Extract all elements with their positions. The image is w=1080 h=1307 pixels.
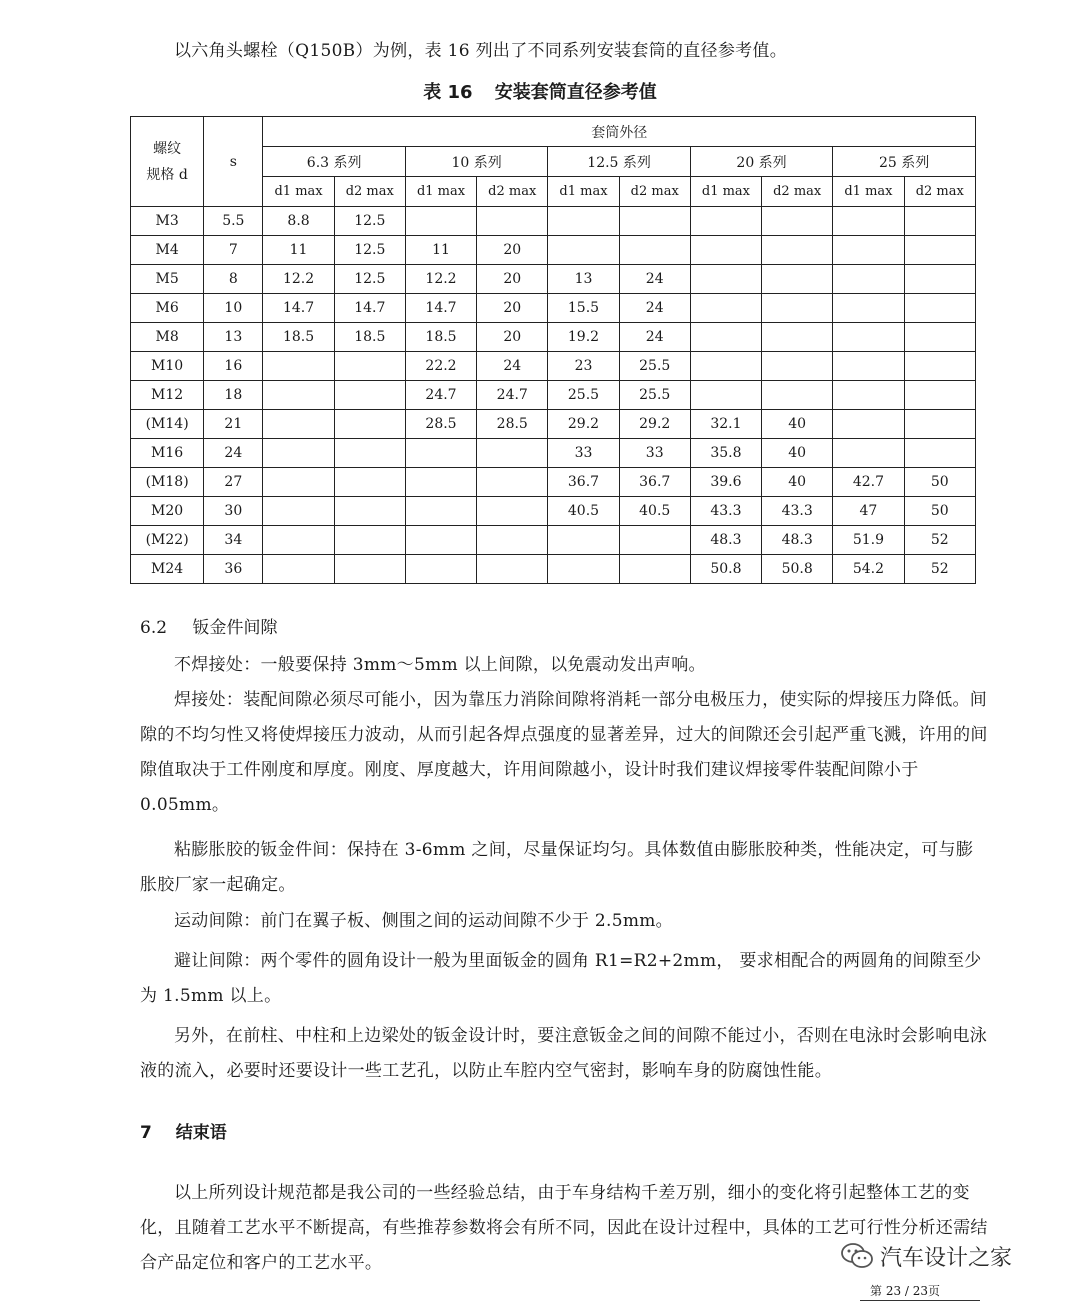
cell-value: 25.5	[619, 352, 690, 381]
cell-thread-size: (M14)	[131, 410, 204, 439]
cell-value	[690, 381, 761, 410]
cell-value	[405, 526, 476, 555]
paragraph-motion-gap: 运动间隙：前门在翼子板、侧围之间的运动间隙不少于 2.5mm。	[174, 911, 673, 931]
header-d1-max: d1 max	[690, 177, 761, 207]
cell-s: 8	[204, 265, 263, 294]
cell-value	[762, 352, 833, 381]
cell-value	[477, 555, 548, 584]
header-d2-max: d2 max	[904, 177, 975, 207]
cell-value	[904, 439, 975, 468]
cell-value: 11	[263, 236, 334, 265]
cell-value: 54.2	[833, 555, 904, 584]
cell-value	[477, 526, 548, 555]
cell-value: 12.2	[263, 265, 334, 294]
table-row	[131, 526, 976, 555]
cell-s: 27	[204, 468, 263, 497]
cell-value	[690, 265, 761, 294]
cell-value: 32.1	[690, 410, 761, 439]
cell-s: 7	[204, 236, 263, 265]
header-series-6-3: 6.3 系列	[263, 147, 405, 177]
header-s: s	[204, 117, 263, 207]
cell-value	[405, 439, 476, 468]
cell-value	[833, 381, 904, 410]
cell-thread-size: M6	[131, 294, 204, 323]
cell-value	[690, 236, 761, 265]
table-row	[131, 352, 976, 381]
paragraph-closing: 以上所列设计规范都是我公司的一些经验总结，由于车身结构千差万别，细小的变化将引起整体工艺的变化，且随着工艺水平不断提高，有些推荐参数将会有所不同，因此在设计过程中，具体的工艺可行性分析还需结合产品定位和客户的工艺水平。	[140, 1183, 988, 1273]
table-caption-title: 安装套筒直径参考值	[494, 82, 657, 103]
cell-value: 36.7	[548, 468, 619, 497]
cell-value	[904, 236, 975, 265]
table-row	[131, 468, 976, 497]
header-d1-max: d1 max	[405, 177, 476, 207]
header-series-10: 10 系列	[405, 147, 547, 177]
paragraph-pillars: 另外，在前柱、中柱和上边梁处的钣金设计时，要注意钣金之间的间隙不能过小，否则在电泳时会影响电泳液的流入，必要时还要设计一些工艺孔，以防止车腔内空气密封，影响车身的防腐蚀性能。	[140, 1026, 988, 1081]
cell-value: 40	[762, 410, 833, 439]
cell-value	[263, 497, 334, 526]
cell-value	[334, 439, 405, 468]
section-title: 钣金件间隙	[192, 618, 278, 638]
paragraph-weld: 焊接处：装配间隙必须尽可能小，因为靠压力消除间隙将消耗一部分电极压力，使实际的焊接压力降低。间隙的不均匀性又将使焊接压力波动，从而引起各焊点强度的显著差异，过大的间隙还会引起严重飞溅，许用的间隙值取决于工件刚度和厚度。刚度、厚度越大，许用间隙越小，设计时我们建议焊接零件装配间隙小于 0.05mm。	[140, 690, 988, 815]
cell-value	[263, 439, 334, 468]
cell-value	[405, 555, 476, 584]
cell-value: 48.3	[762, 526, 833, 555]
cell-value: 36.7	[619, 468, 690, 497]
cell-value	[762, 236, 833, 265]
header-d2-max: d2 max	[762, 177, 833, 207]
section-7-heading	[140, 1121, 227, 1145]
table-row	[131, 294, 976, 323]
socket-diameter-table	[130, 116, 976, 584]
intro-paragraph: 以六角头螺栓（Q150B）为例，表 16 列出了不同系列安装套筒的直径参考值。	[174, 41, 788, 61]
header-d2-max: d2 max	[334, 177, 405, 207]
cell-value	[334, 497, 405, 526]
cell-value	[548, 526, 619, 555]
cell-value	[833, 265, 904, 294]
watermark-text: 汽车设计之家	[880, 1245, 1013, 1271]
cell-thread-size: M16	[131, 439, 204, 468]
cell-value: 43.3	[690, 497, 761, 526]
cell-s: 10	[204, 294, 263, 323]
cell-value: 40	[762, 439, 833, 468]
table-row	[131, 497, 976, 526]
table-row	[131, 323, 976, 352]
cell-value	[833, 294, 904, 323]
header-d1-max: d1 max	[833, 177, 904, 207]
header-series-12-5: 12.5 系列	[548, 147, 690, 177]
cell-value: 29.2	[619, 410, 690, 439]
cell-value: 50.8	[762, 555, 833, 584]
cell-value	[405, 207, 476, 236]
cell-s: 5.5	[204, 207, 263, 236]
cell-value	[263, 381, 334, 410]
cell-thread-size: M8	[131, 323, 204, 352]
cell-value	[904, 294, 975, 323]
cell-value	[762, 207, 833, 236]
cell-value: 33	[619, 439, 690, 468]
cell-value	[833, 439, 904, 468]
cell-value	[334, 381, 405, 410]
cell-value	[263, 468, 334, 497]
table-row	[131, 410, 976, 439]
cell-value	[619, 555, 690, 584]
cell-value: 22.2	[405, 352, 476, 381]
header-thread-size	[131, 117, 204, 207]
cell-value	[762, 294, 833, 323]
cell-value	[904, 323, 975, 352]
cell-s: 36	[204, 555, 263, 584]
cell-s: 34	[204, 526, 263, 555]
cell-s: 30	[204, 497, 263, 526]
cell-value	[619, 207, 690, 236]
header-d2-max: d2 max	[619, 177, 690, 207]
cell-value: 20	[477, 294, 548, 323]
header-row-1	[131, 117, 976, 147]
cell-s: 21	[204, 410, 263, 439]
cell-value: 50.8	[690, 555, 761, 584]
cell-value	[263, 555, 334, 584]
cell-value: 52	[904, 555, 975, 584]
cell-value: 47	[833, 497, 904, 526]
cell-value: 18.5	[263, 323, 334, 352]
cell-value	[833, 207, 904, 236]
cell-value: 51.9	[833, 526, 904, 555]
cell-value	[833, 323, 904, 352]
cell-thread-size: (M22)	[131, 526, 204, 555]
cell-value	[334, 526, 405, 555]
wechat-icon	[840, 1241, 874, 1271]
cell-s: 16	[204, 352, 263, 381]
cell-value	[334, 352, 405, 381]
cell-value: 14.7	[263, 294, 334, 323]
cell-value	[548, 555, 619, 584]
cell-value	[334, 468, 405, 497]
table-caption	[0, 78, 1080, 104]
section-title: 结束语	[175, 1123, 227, 1143]
cell-s: 24	[204, 439, 263, 468]
cell-value: 12.2	[405, 265, 476, 294]
cell-value: 40.5	[619, 497, 690, 526]
cell-value	[405, 497, 476, 526]
cell-value: 24.7	[405, 381, 476, 410]
cell-value: 24.7	[477, 381, 548, 410]
cell-value: 24	[619, 294, 690, 323]
cell-thread-size: M10	[131, 352, 204, 381]
cell-value	[548, 207, 619, 236]
cell-value	[762, 381, 833, 410]
cell-value	[690, 352, 761, 381]
cell-value: 12.5	[334, 265, 405, 294]
section-number: 6.2	[140, 618, 168, 638]
cell-value: 43.3	[762, 497, 833, 526]
cell-value	[263, 410, 334, 439]
header-d1-max: d1 max	[263, 177, 334, 207]
table-row	[131, 555, 976, 584]
table-row	[131, 265, 976, 294]
cell-value	[477, 497, 548, 526]
cell-value	[690, 323, 761, 352]
table-row	[131, 381, 976, 410]
cell-value	[263, 352, 334, 381]
section-number: 7	[140, 1123, 152, 1143]
cell-value	[904, 381, 975, 410]
cell-value	[405, 468, 476, 497]
cell-thread-size: M4	[131, 236, 204, 265]
cell-value: 24	[619, 323, 690, 352]
cell-thread-size: M12	[131, 381, 204, 410]
cell-value	[904, 207, 975, 236]
cell-value: 18.5	[334, 323, 405, 352]
cell-value: 20	[477, 323, 548, 352]
cell-value: 39.6	[690, 468, 761, 497]
cell-value	[762, 323, 833, 352]
cell-value: 33	[548, 439, 619, 468]
cell-value: 19.2	[548, 323, 619, 352]
cell-value: 50	[904, 468, 975, 497]
cell-value	[690, 207, 761, 236]
section-6-2-heading	[140, 616, 277, 640]
header-series-20: 20 系列	[690, 147, 832, 177]
cell-value	[690, 294, 761, 323]
table-row	[131, 236, 976, 265]
cell-value: 14.7	[334, 294, 405, 323]
cell-value: 42.7	[833, 468, 904, 497]
cell-value	[904, 352, 975, 381]
cell-value: 29.2	[548, 410, 619, 439]
cell-value: 20	[477, 236, 548, 265]
cell-value: 11	[405, 236, 476, 265]
header-thread-line1: 螺纹	[153, 140, 182, 157]
cell-value	[619, 236, 690, 265]
cell-value: 12.5	[334, 207, 405, 236]
cell-value	[334, 410, 405, 439]
cell-s: 18	[204, 381, 263, 410]
watermark	[836, 1238, 1016, 1274]
cell-value: 35.8	[690, 439, 761, 468]
cell-value	[477, 468, 548, 497]
table-row	[131, 207, 976, 236]
header-thread-line2: 规格 d	[146, 166, 188, 183]
cell-value: 52	[904, 526, 975, 555]
cell-value: 12.5	[334, 236, 405, 265]
paragraph-avoid-gap: 避让间隙：两个零件的圆角设计一般为里面钣金的圆角 R1=R2+2mm， 要求相配合的两圆角的间隙至少为 1.5mm 以上。	[140, 951, 982, 1006]
cell-value: 23	[548, 352, 619, 381]
cell-thread-size: (M18)	[131, 468, 204, 497]
cell-value: 14.7	[405, 294, 476, 323]
cell-value: 28.5	[477, 410, 548, 439]
table-row	[131, 439, 976, 468]
cell-value: 24	[619, 265, 690, 294]
cell-value	[904, 410, 975, 439]
cell-value	[833, 352, 904, 381]
cell-value	[477, 207, 548, 236]
header-d2-max: d2 max	[477, 177, 548, 207]
cell-value	[263, 526, 334, 555]
cell-value: 25.5	[548, 381, 619, 410]
cell-value	[619, 526, 690, 555]
cell-value: 50	[904, 497, 975, 526]
cell-value: 13	[548, 265, 619, 294]
cell-value	[833, 236, 904, 265]
cell-value	[904, 265, 975, 294]
cell-value	[762, 265, 833, 294]
cell-thread-size: M3	[131, 207, 204, 236]
cell-value: 15.5	[548, 294, 619, 323]
cell-thread-size: M24	[131, 555, 204, 584]
cell-value: 24	[477, 352, 548, 381]
cell-value: 48.3	[690, 526, 761, 555]
cell-value	[833, 410, 904, 439]
cell-value: 40.5	[548, 497, 619, 526]
cell-value: 20	[477, 265, 548, 294]
footer-divider	[860, 1300, 980, 1301]
paragraph-no-weld: 不焊接处：一般要保持 3mm～5mm 以上间隙，以免震动发出声响。	[174, 655, 706, 675]
paragraph-expansion-glue: 粘膨胀胶的钣金件间：保持在 3-6mm 之间，尽量保证均匀。具体数值由膨胀胶种类，性能决定，可与膨胀胶厂家一起确定。	[140, 840, 974, 895]
cell-s: 13	[204, 323, 263, 352]
header-series-25: 25 系列	[833, 147, 976, 177]
cell-value: 40	[762, 468, 833, 497]
page-number: 第 23 / 23页	[870, 1284, 941, 1298]
cell-value: 18.5	[405, 323, 476, 352]
cell-thread-size: M5	[131, 265, 204, 294]
table-caption-number: 表 16	[423, 82, 473, 103]
cell-value: 8.8	[263, 207, 334, 236]
cell-value	[477, 439, 548, 468]
header-socket-outer-diameter: 套筒外径	[263, 117, 976, 147]
cell-value	[334, 555, 405, 584]
cell-value: 28.5	[405, 410, 476, 439]
header-d1-max: d1 max	[548, 177, 619, 207]
cell-thread-size: M20	[131, 497, 204, 526]
cell-value: 25.5	[619, 381, 690, 410]
cell-value	[548, 236, 619, 265]
